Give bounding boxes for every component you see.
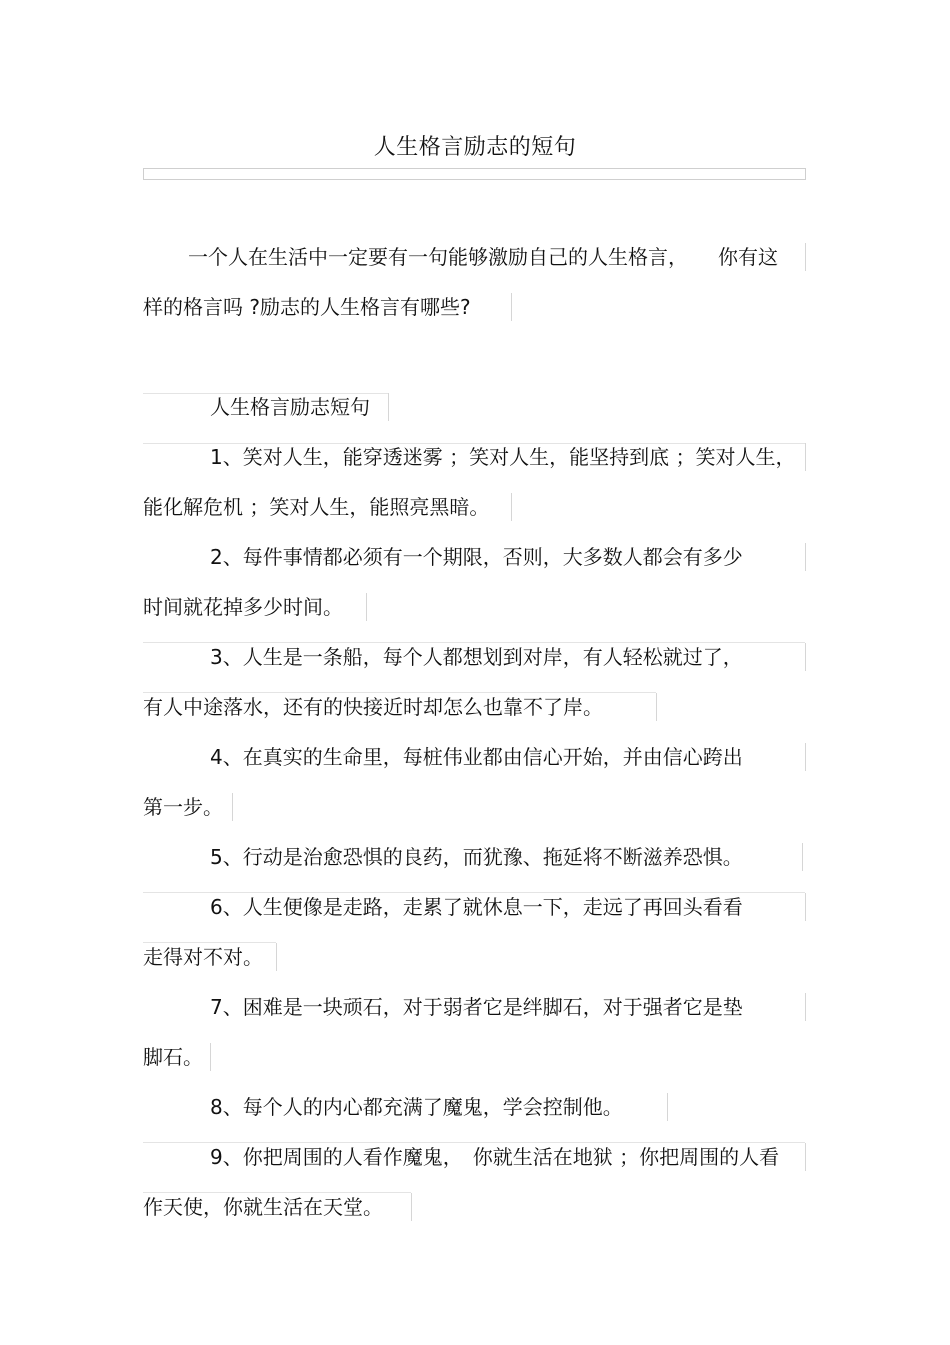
item-4-line-1: 4、在真实的生命里，每桩伟业都由信心开始，并由信心跨出	[210, 745, 743, 769]
line-marker	[276, 943, 277, 971]
line-marker	[388, 393, 389, 421]
intro-line-2: 样的格言吗 ?励志的人生格言有哪些?	[143, 295, 471, 319]
item-6-line-2: 走得对不对。	[143, 945, 263, 969]
line-marker	[511, 293, 512, 321]
item-8-line-1: 8、每个人的内心都充满了魔鬼，学会控制他。	[210, 1095, 623, 1119]
line-marker	[805, 893, 806, 921]
line-marker	[805, 543, 806, 571]
item-2-line-1: 2、每件事情都必须有一个期限，否则，大多数人都会有多少	[210, 545, 743, 569]
line-marker	[511, 493, 512, 521]
line-marker	[411, 1193, 412, 1221]
item-7-line-2: 脚石。	[143, 1045, 203, 1069]
line-marker	[805, 993, 806, 1021]
item-1-line-1: 1、笑对人生，能穿透迷雾 ；笑对人生，能坚持到底 ；笑对人生，	[210, 445, 796, 469]
item-9-line-2: 作天使，你就生活在天堂。	[143, 1195, 383, 1219]
line-marker	[805, 243, 806, 271]
item-5-line-1: 5、行动是治愈恐惧的良药，而犹豫、拖延将不断滋养恐惧。	[210, 845, 743, 869]
item-6-line-1: 6、人生便像是走路，走累了就休息一下，走远了再回头看看	[210, 895, 743, 919]
line-marker	[667, 1093, 668, 1121]
subheading: 人生格言励志短句	[210, 395, 370, 419]
line-marker	[805, 1143, 806, 1171]
document-title: 人生格言励志的短句	[373, 135, 577, 160]
line-marker	[805, 643, 806, 671]
line-marker	[656, 693, 657, 721]
item-7-line-1: 7、困难是一块顽石，对于弱者它是绊脚石，对于强者它是垫	[210, 995, 743, 1019]
item-3-line-1: 3、人生是一条船，每个人都想划到对岸，有人轻松就过了，	[210, 645, 743, 669]
line-marker	[805, 743, 806, 771]
line-marker	[232, 793, 233, 821]
item-3-line-2: 有人中途落水，还有的快接近时却怎么也靠不了岸。	[143, 695, 603, 719]
line-marker	[805, 443, 806, 471]
item-4-line-2: 第一步。	[143, 795, 223, 819]
intro-line-1: 一个人在生活中一定要有一句能够激励自己的人生格言， 你有这	[188, 245, 778, 269]
item-2-line-2: 时间就花掉多少时间。	[143, 595, 343, 619]
line-marker	[802, 843, 803, 871]
line-marker	[210, 1043, 211, 1071]
line-marker	[366, 593, 367, 621]
title-divider	[143, 168, 806, 180]
item-1-line-2: 能化解危机 ；笑对人生，能照亮黑暗。	[143, 495, 490, 519]
item-9-line-1: 9、你把周围的人看作魔鬼， 你就生活在地狱 ；你把周围的人看	[210, 1145, 780, 1169]
